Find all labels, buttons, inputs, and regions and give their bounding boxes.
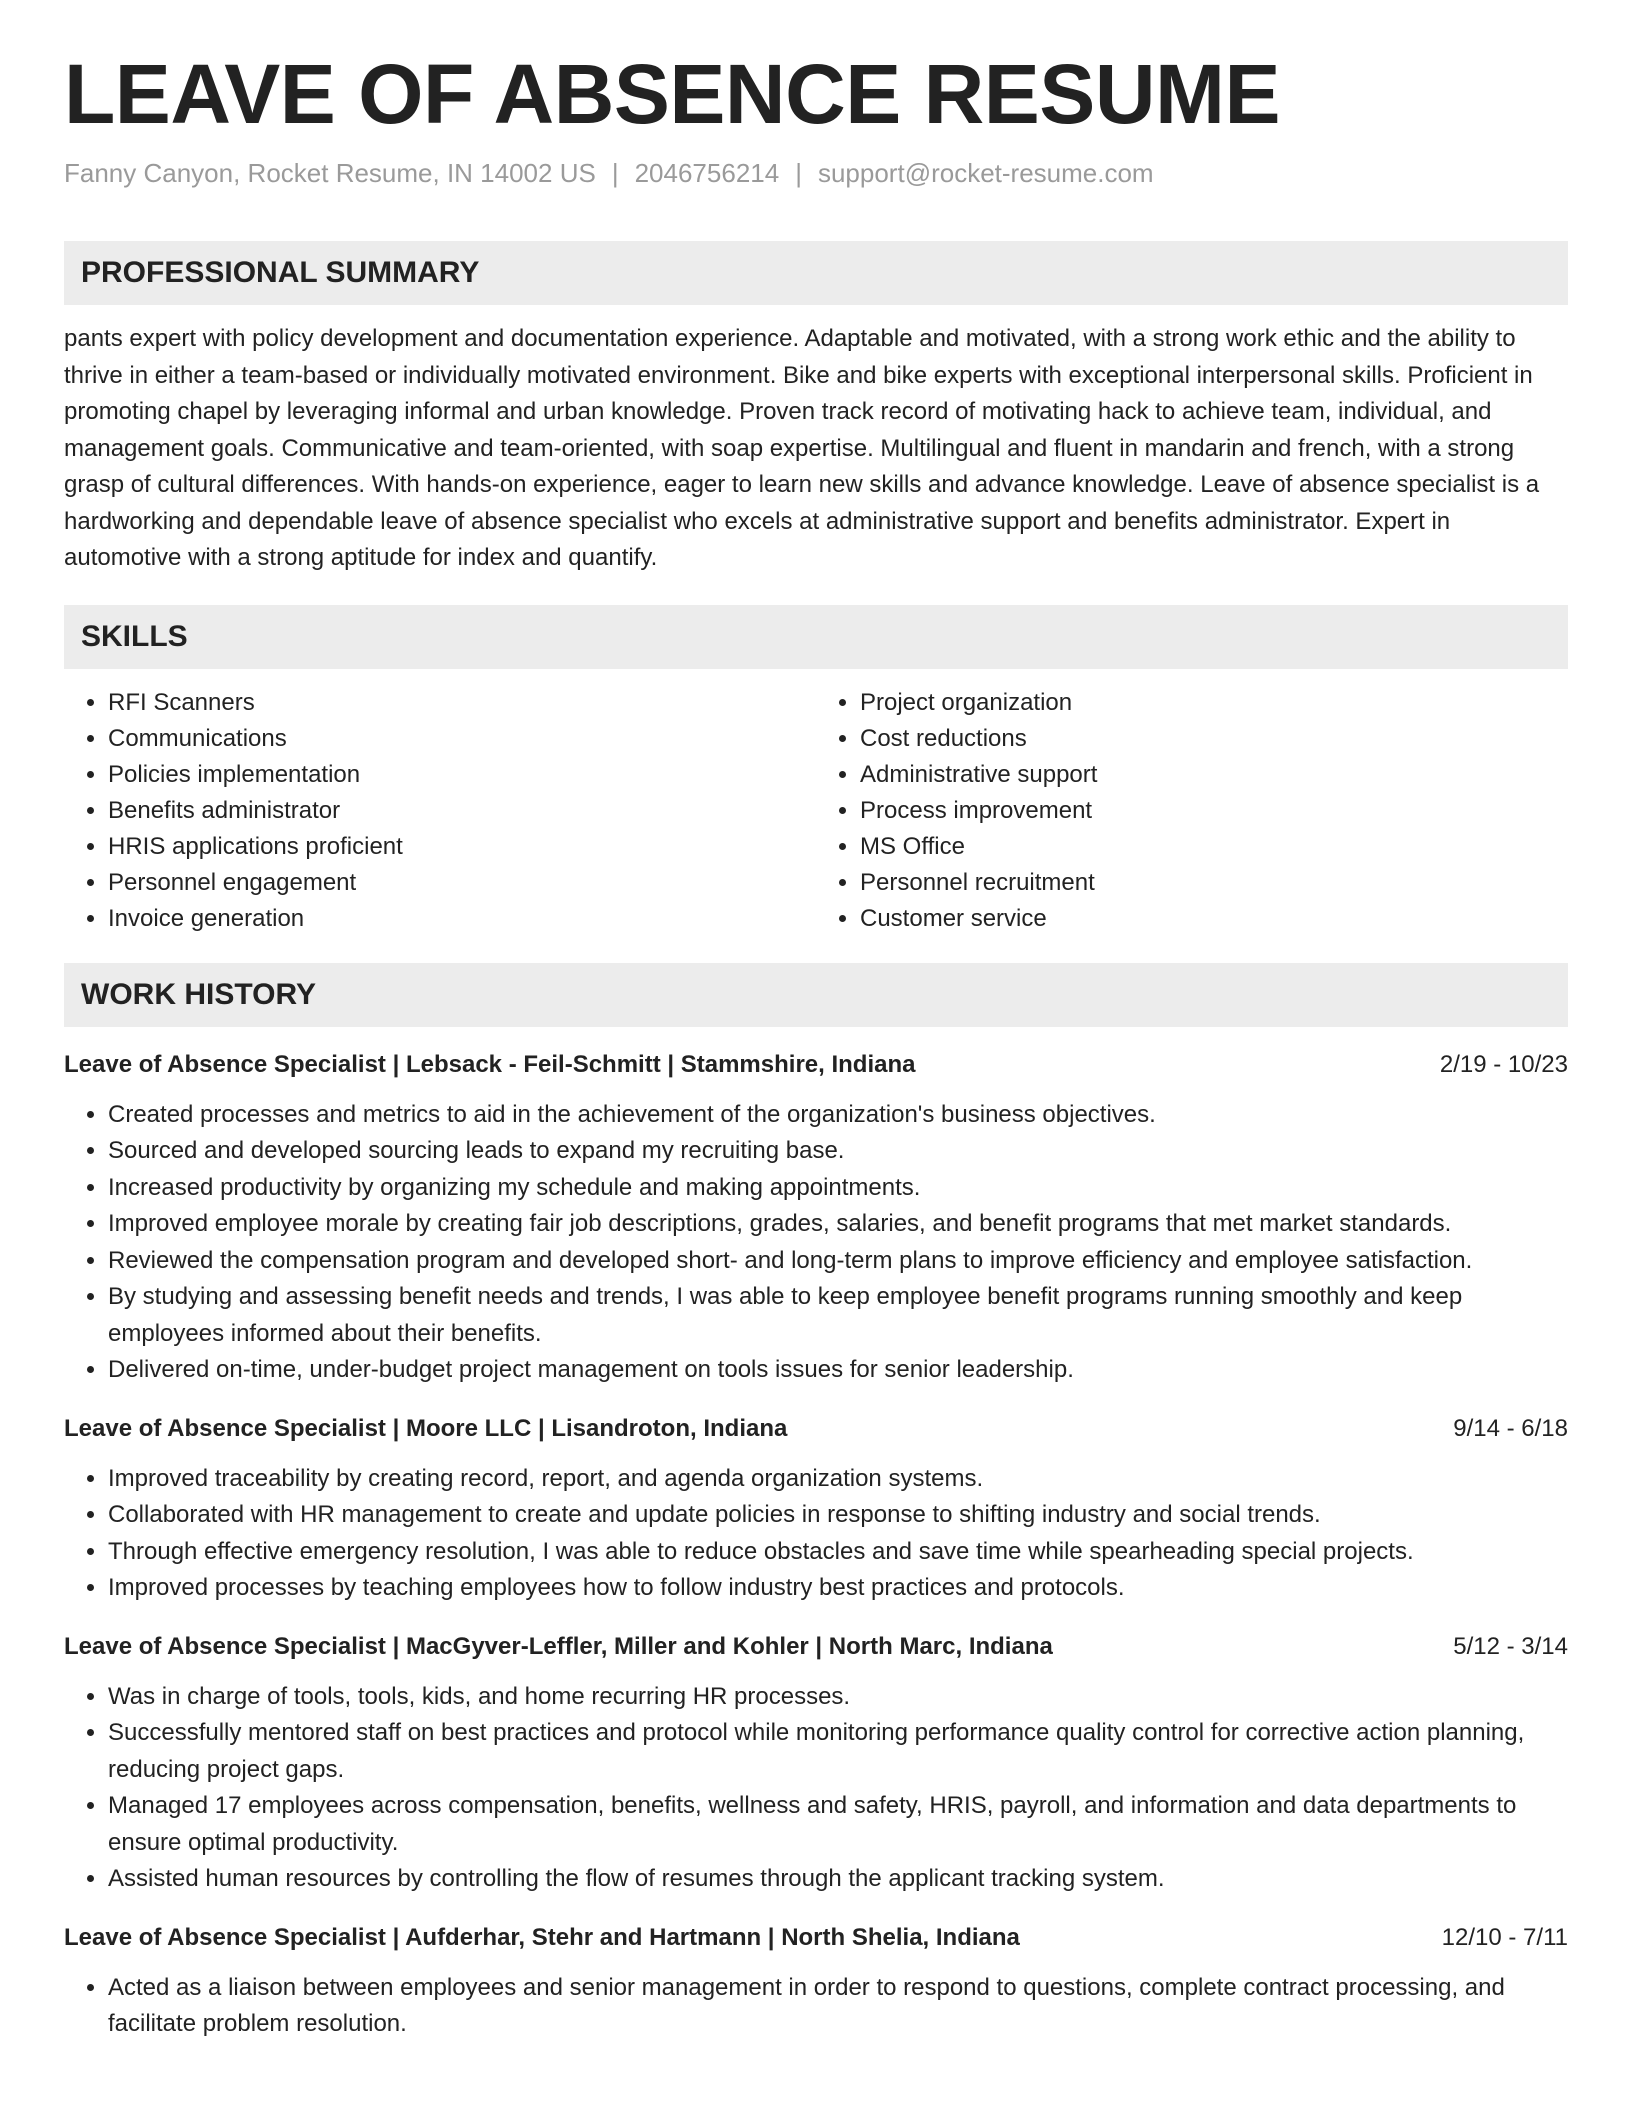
contact-separator: |	[795, 158, 802, 189]
job-title: Leave of Absence Specialist | Moore LLC | Lisandroton, Indiana	[64, 1414, 788, 1442]
skill-item: • Invoice generation	[108, 901, 816, 937]
job-bullet: • Through effective emergency resolution, I was able to reduce obstacles and save time while spearheading special projects.	[108, 1534, 1568, 1571]
job-bullet: • Increased productivity by organizing my schedule and making appointments.	[108, 1170, 1568, 1207]
job-title: Leave of Absence Specialist | MacGyver-Leffler, Miller and Kohler | North Marc, Indiana	[64, 1632, 1053, 1660]
job-title: Leave of Absence Specialist | Lebsack - Feil-Schmitt | Stammshire, Indiana	[64, 1050, 916, 1078]
job-bullet: • Acted as a liaison between employees and senior management in order to respond to questions, complete contract processing, and facilitate problem resolution.	[108, 1970, 1568, 2043]
job-bullet: • Managed 17 employees across compensation, benefits, wellness and safety, HRIS, payroll, and information and data departments to ensure optimal productivity.	[108, 1788, 1568, 1861]
contact-address: Fanny Canyon, Rocket Resume, IN 14002 US	[64, 158, 596, 189]
section-heading-summary: PROFESSIONAL SUMMARY	[64, 241, 1568, 305]
job-header	[64, 1920, 1568, 1956]
job-bullets	[64, 1461, 1568, 1607]
summary-text: pants expert with policy development and documentation experience. Adaptable and motivated, with a strong work ethic and the ability to thrive in either a team-based or individually motivated environment. Bike and bike experts with exceptional interpersonal skills. Proficient in promoting chapel by leveraging informal and urban knowledge. Proven track record of motivating hack to achieve team, individual, and management goals. Communicative and team-oriented, with soap expertise. Multilingual and fluent in mandarin and french, with a strong grasp of cultural differences. With hands-on experience, eager to learn new skills and advance knowledge. Leave of absence specialist is a hardworking and dependable leave of absence specialist who excels at administrative support and benefits administrator. Expert in automotive with a strong aptitude for index and quantify.	[64, 325, 1540, 572]
job-entry	[64, 1411, 1568, 1607]
job-bullets	[64, 1097, 1568, 1389]
job-bullet: • Successfully mentored staff on best practices and protocol while monitoring performance quality control for corrective action planning, reducing project gaps.	[108, 1715, 1568, 1788]
contact-separator: |	[611, 158, 619, 189]
job-entry	[64, 1920, 1568, 2043]
contact-email: support@rocket-resume.com	[817, 158, 1154, 189]
skill-item: • Cost reductions	[860, 721, 1568, 757]
contact-phone: 2046756214	[634, 158, 780, 189]
skill-item: • Policies implementation	[108, 757, 816, 793]
skill-item: • HRIS applications proficient	[108, 829, 816, 865]
skill-item: • Project organization	[860, 685, 1568, 721]
resume-title: LEAVE OF ABSENCE RESUME	[64, 47, 1280, 141]
job-bullet: • Was in charge of tools, tools, kids, and home recurring HR processes.	[108, 1679, 1568, 1716]
job-bullet: • Created processes and metrics to aid in the achievement of the organization's business objectives.	[108, 1097, 1568, 1134]
section-heading-skills: SKILLS	[64, 605, 1568, 669]
job-bullet: • By studying and assessing benefit needs and trends, I was able to keep employee benefit programs running smoothly and keep employees informed about their benefits.	[108, 1279, 1568, 1352]
skill-item: • Personnel engagement	[108, 865, 816, 901]
job-bullet: • Assisted human resources by controlling the flow of resumes through the applicant tracking system.	[108, 1861, 1568, 1898]
skill-item: • MS Office	[860, 829, 1568, 865]
job-dates: 2/19 - 10/23	[1439, 1050, 1568, 1078]
job-header	[64, 1411, 1568, 1447]
skills-column-left	[64, 685, 816, 937]
job-dates: 5/12 - 3/14	[1453, 1632, 1568, 1660]
skills-column-right	[816, 685, 1568, 937]
skill-item: • Benefits administrator	[108, 793, 816, 829]
job-bullet: • Delivered on-time, under-budget project management on tools issues for senior leadership.	[108, 1352, 1568, 1389]
job-bullet: • Collaborated with HR management to create and update policies in response to shifting industry and social trends.	[108, 1497, 1568, 1534]
job-bullet: • Improved processes by teaching employees how to follow industry best practices and protocols.	[108, 1570, 1568, 1607]
job-entry	[64, 1629, 1568, 1898]
job-bullet: • Improved traceability by creating record, report, and agenda organization systems.	[108, 1461, 1568, 1498]
job-title: Leave of Absence Specialist | Aufderhar, Stehr and Hartmann | North Shelia, Indiana	[64, 1923, 1020, 1951]
skill-item: • Communications	[108, 721, 816, 757]
job-bullets	[64, 1970, 1568, 2043]
skill-item: • Customer service	[860, 901, 1568, 937]
job-bullets	[64, 1679, 1568, 1898]
job-header	[64, 1047, 1568, 1083]
job-bullet: • Improved employee morale by creating fair job descriptions, grades, salaries, and benefit programs that met market standards.	[108, 1206, 1568, 1243]
contact-line	[64, 158, 1568, 189]
skill-item: • RFI Scanners	[108, 685, 816, 721]
skill-item: • Process improvement	[860, 793, 1568, 829]
job-dates: 9/14 - 6/18	[1453, 1414, 1568, 1442]
skills-list	[64, 685, 1568, 937]
section-heading-work-history: WORK HISTORY	[64, 963, 1568, 1027]
job-bullet: • Sourced and developed sourcing leads to expand my recruiting base.	[108, 1133, 1568, 1170]
job-bullet: • Reviewed the compensation program and developed short- and long-term plans to improve efficiency and employee satisfaction.	[108, 1243, 1568, 1280]
job-entry	[64, 1047, 1568, 1389]
skill-item: • Personnel recruitment	[860, 865, 1568, 901]
skill-item: • Administrative support	[860, 757, 1568, 793]
job-dates: 12/10 - 7/11	[1441, 1923, 1568, 1951]
job-header	[64, 1629, 1568, 1665]
